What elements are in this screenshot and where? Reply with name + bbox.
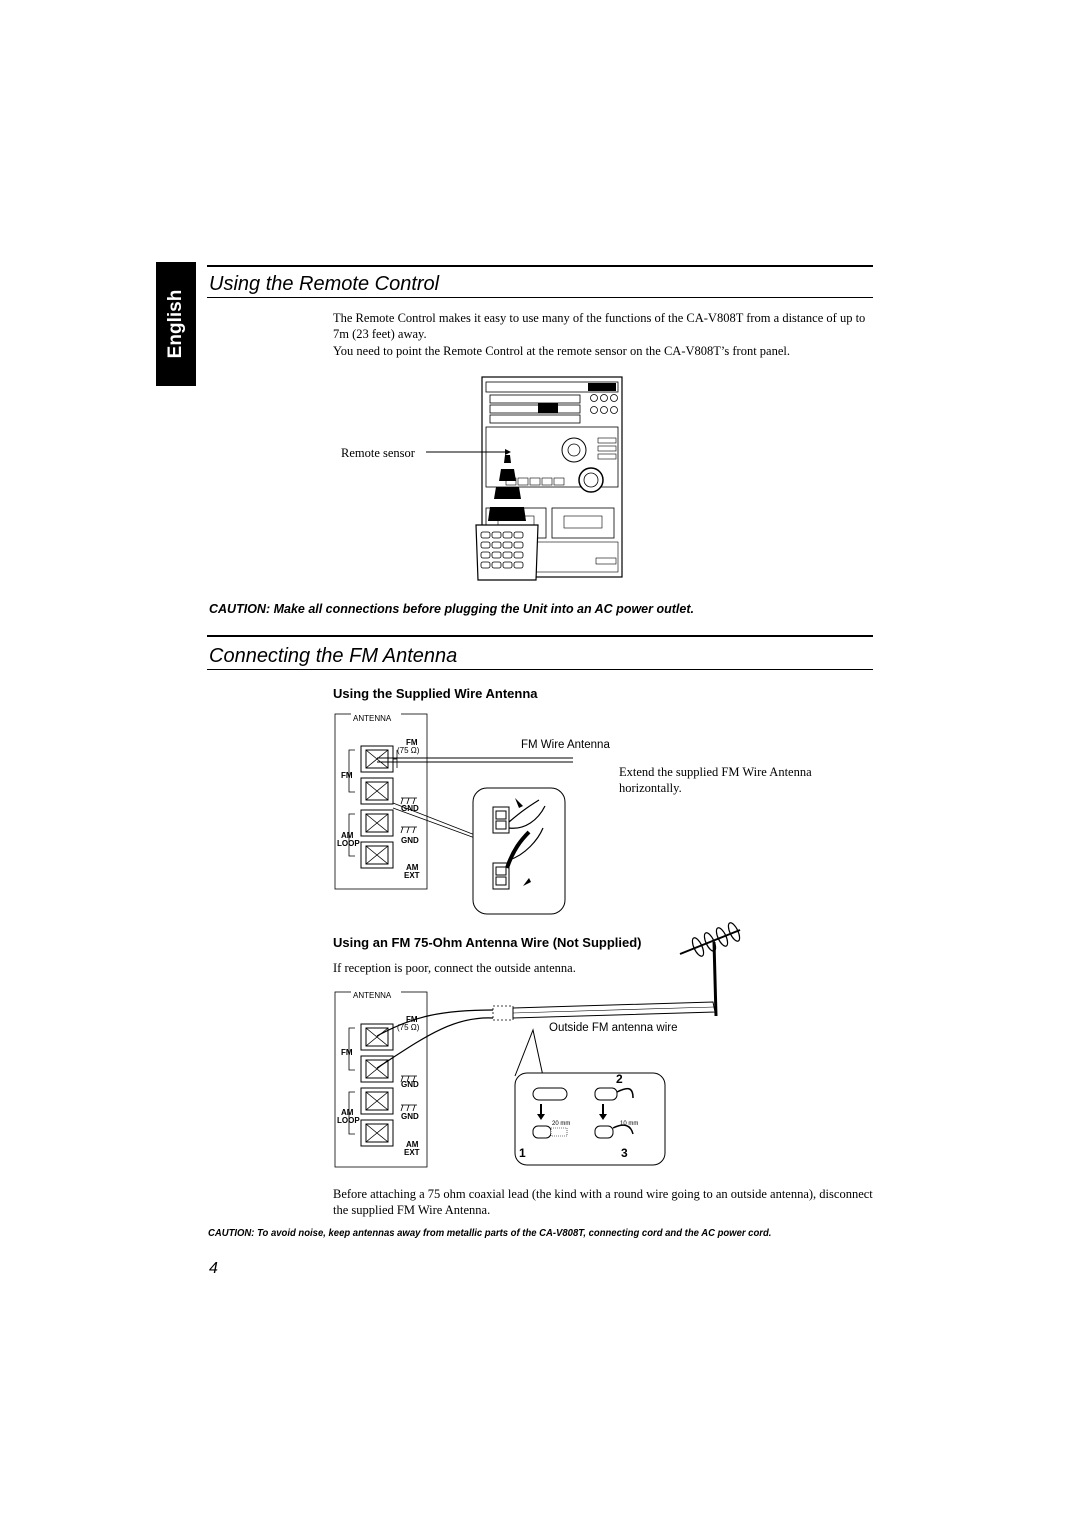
fm-side-label-2: FM bbox=[341, 1048, 353, 1057]
am-label-2: AM bbox=[341, 1108, 354, 1117]
before-attaching-note: Before attaching a 75 ohm coaxial lead (the kind with a round wire going to an outside antenna), disconnect the supplied FM Wire Antenna. bbox=[333, 1187, 873, 1217]
loop-label-2: LOOP bbox=[337, 1116, 360, 1125]
section-rule-top bbox=[207, 265, 873, 267]
am-ext-label-1a: AM bbox=[406, 863, 419, 872]
section-rule-bottom-fm bbox=[207, 669, 873, 670]
subheading-wire-antenna: Using the Supplied Wire Antenna bbox=[333, 686, 538, 701]
fm-side-label-1: FM bbox=[341, 771, 353, 780]
ohm-label-2: (75 Ω) bbox=[397, 1023, 420, 1032]
step-3: 3 bbox=[621, 1146, 628, 1160]
gnd-label-1b: GND bbox=[401, 836, 419, 845]
am-ext-label-1b: EXT bbox=[404, 871, 420, 880]
stereo-illustration bbox=[338, 370, 638, 585]
language-tab bbox=[156, 262, 196, 386]
remote-para-2: You need to point the Remote Control at the remote sensor on the CA-V808T’s front panel. bbox=[333, 344, 790, 358]
measure-20mm: 20 mm bbox=[552, 1121, 571, 1127]
antenna-label-2: ANTENNA bbox=[353, 991, 392, 1000]
subheading-75ohm: Using an FM 75-Ohm Antenna Wire (Not Supplied) bbox=[333, 935, 642, 950]
extend-note: Extend the supplied FM Wire Antenna horizontally. bbox=[619, 765, 812, 795]
section-title-fm: Connecting the FM Antenna bbox=[209, 645, 458, 667]
step-2: 2 bbox=[616, 1072, 623, 1086]
am-ext-label-2b: EXT bbox=[404, 1148, 420, 1157]
terminal-diagram-2 bbox=[333, 988, 723, 1173]
fm-terminal-label-2: FM bbox=[406, 1015, 418, 1024]
am-label-1: AM bbox=[341, 831, 354, 840]
caution-bottom: CAUTION: To avoid noise, keep antennas away from metallic parts of the CA-V808T, connecting cord and the AC power cord. bbox=[208, 1228, 772, 1239]
page-number: 4 bbox=[209, 1260, 218, 1277]
fm-terminal-label-1: FM bbox=[406, 738, 418, 747]
measure-10mm: 10 mm bbox=[620, 1121, 639, 1127]
loop-label-1: LOOP bbox=[337, 839, 360, 848]
section-rule-top-fm bbox=[207, 635, 873, 637]
section-title-remote: Using the Remote Control bbox=[209, 273, 440, 295]
poor-reception-note: If reception is poor, connect the outside antenna. bbox=[333, 961, 576, 975]
fm-wire-antenna-label: FM Wire Antenna bbox=[521, 739, 610, 751]
remote-sensor-label: Remote sensor bbox=[341, 446, 415, 460]
language-tab-label: English bbox=[165, 289, 186, 359]
caution-top: CAUTION: Make all connections before plugging the Unit into an AC power outlet. bbox=[209, 602, 694, 616]
gnd-label-2a: GND bbox=[401, 1080, 419, 1089]
am-ext-label-2a: AM bbox=[406, 1140, 419, 1149]
outside-antenna-label: Outside FM antenna wire bbox=[549, 1022, 678, 1034]
gnd-label-1a: GND bbox=[401, 804, 419, 813]
section-rule-bottom bbox=[207, 297, 873, 298]
gnd-label-2b: GND bbox=[401, 1112, 419, 1121]
antenna-label-1: ANTENNA bbox=[353, 714, 392, 723]
step-1: 1 bbox=[519, 1146, 526, 1160]
ohm-label-1: (75 Ω) bbox=[397, 746, 420, 755]
remote-para-1: The Remote Control makes it easy to use many of the functions of the CA-V808T from a distance of up to 7m (23 feet) away. bbox=[333, 311, 866, 341]
